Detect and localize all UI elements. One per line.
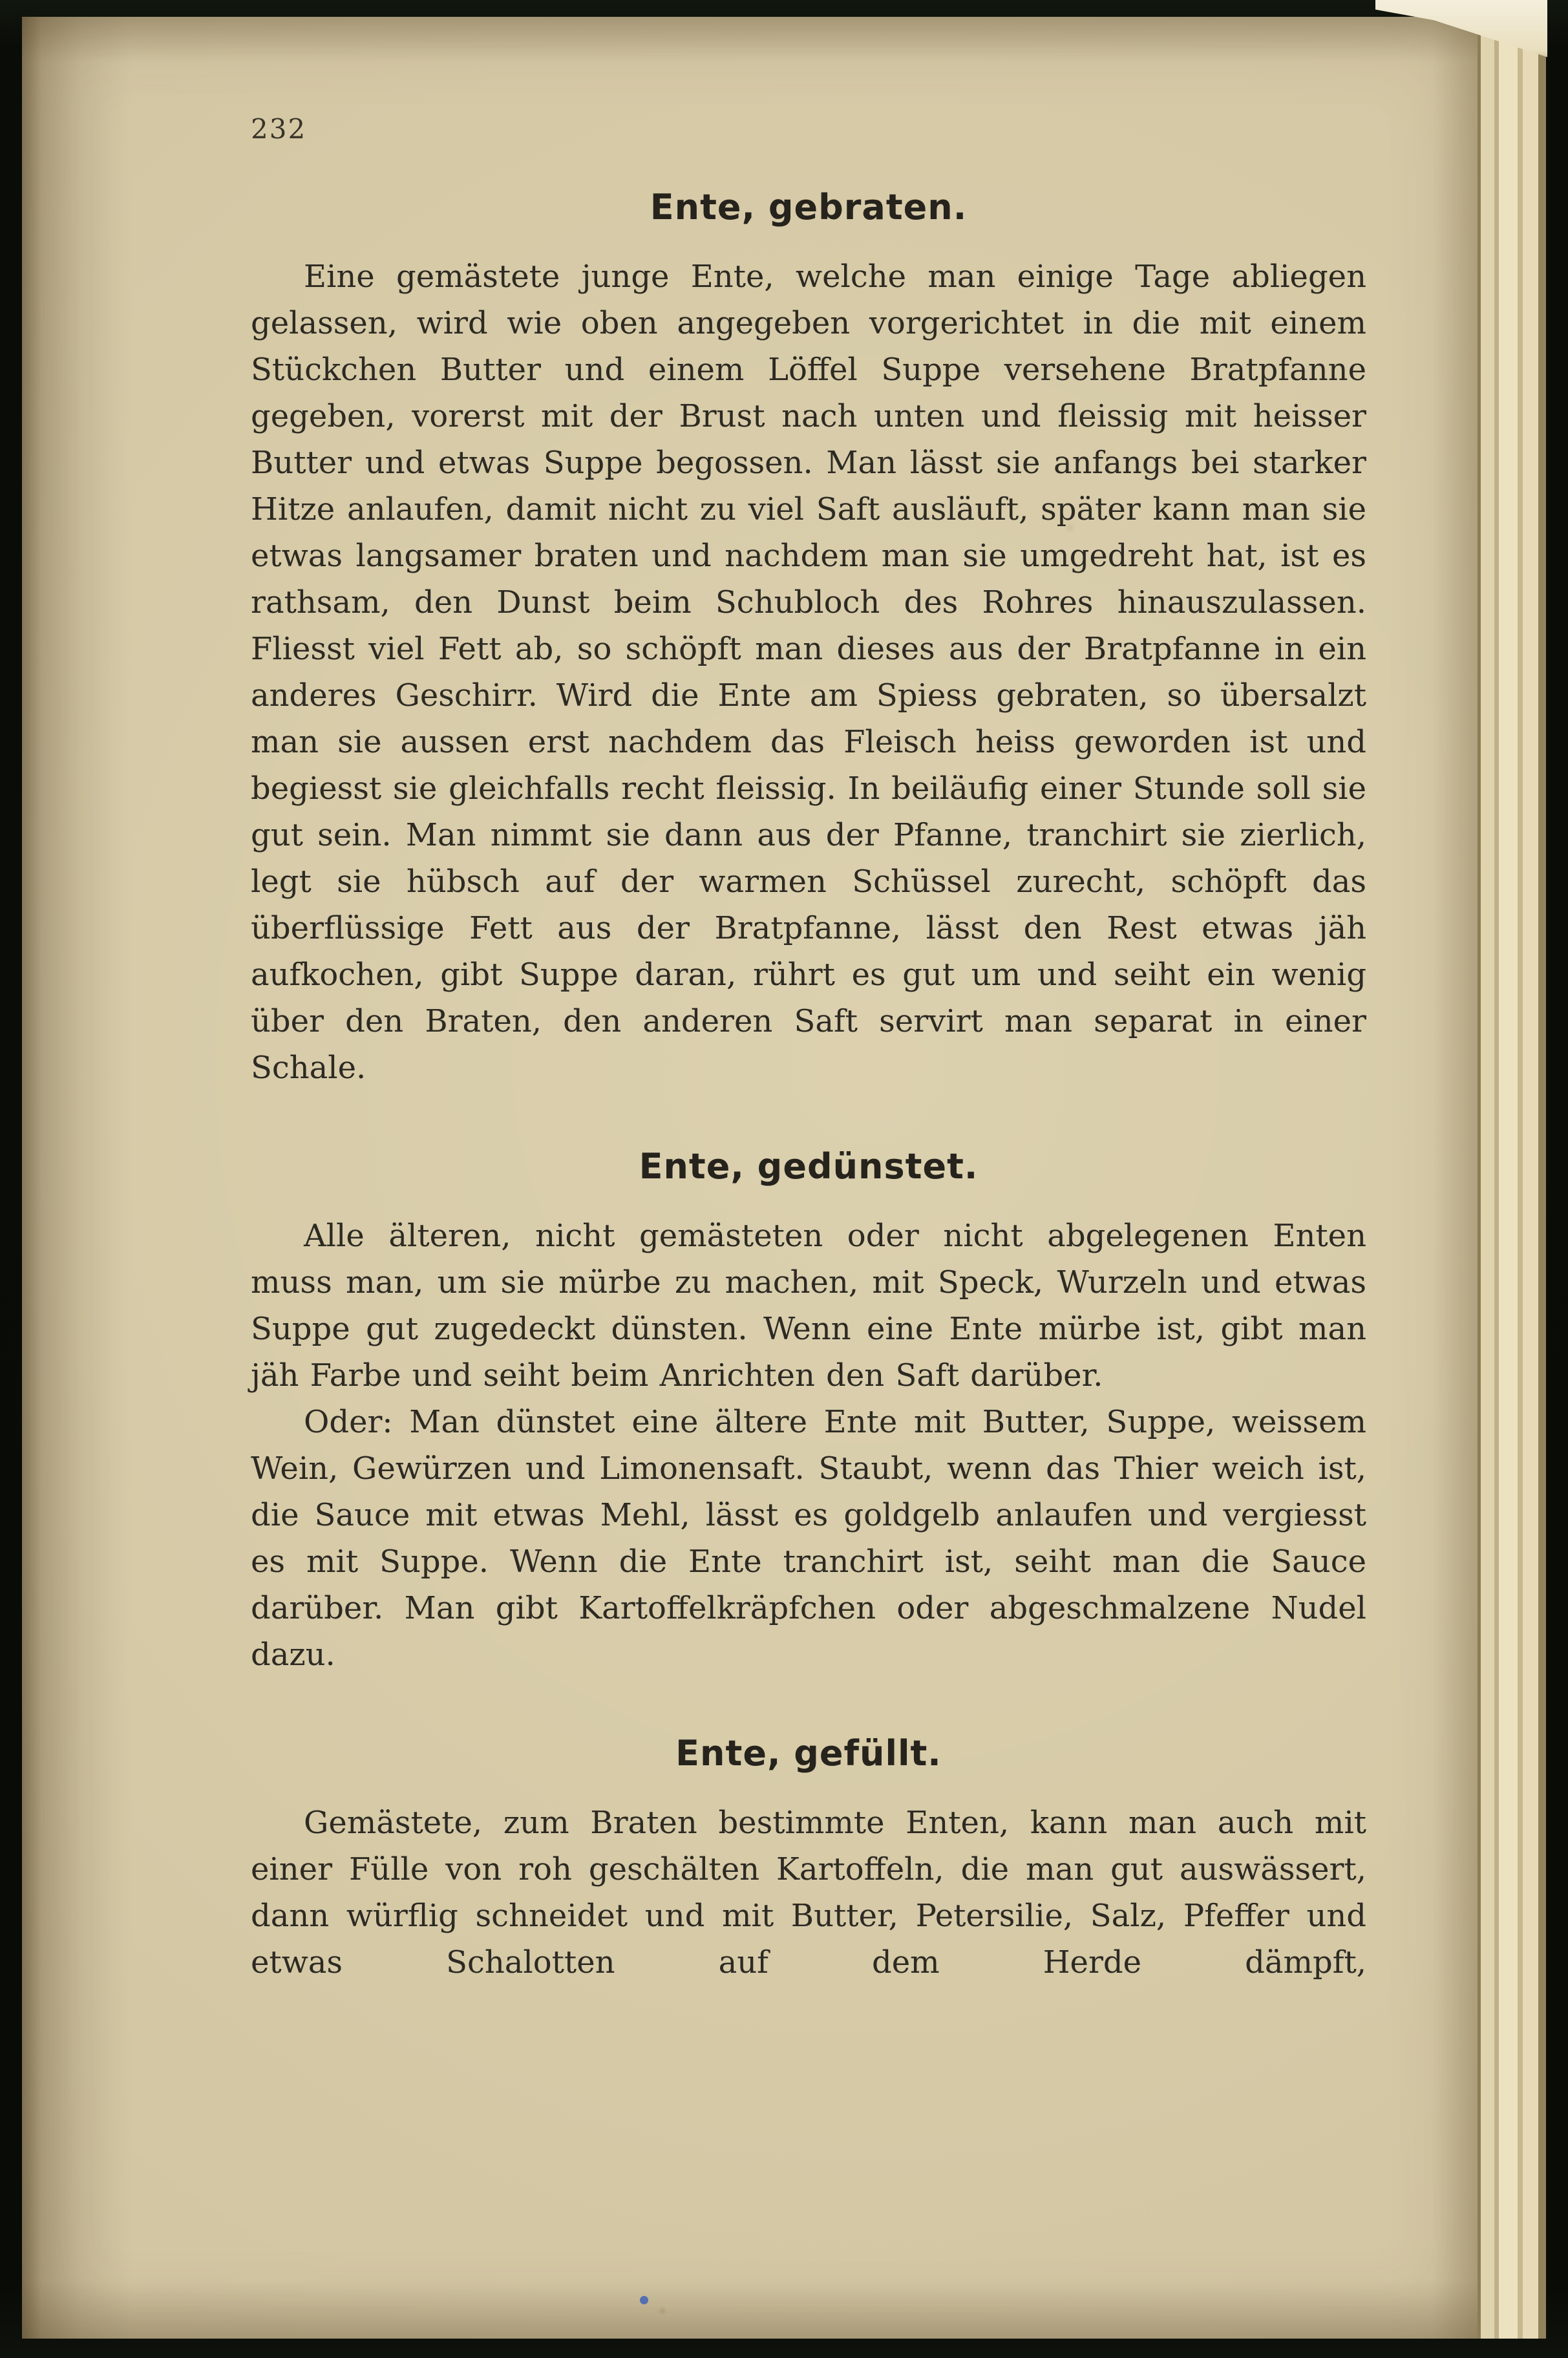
recipe-section-ente-gebraten — [251, 187, 1366, 1091]
recipe-heading: Ente, gebraten. — [650, 187, 968, 228]
page-number: 232 — [251, 113, 307, 145]
recipe-heading: Ente, gedünstet. — [639, 1146, 979, 1187]
stacked-page-edges — [1478, 17, 1546, 2339]
recipe-section-ente-gefuellt — [251, 1734, 1366, 1986]
ink-spot — [640, 2296, 648, 2304]
recipe-paragraph: Gemästete, zum Braten bestimmte Enten, kann man auch mit einer Fülle von roh geschälten Kartoffeln, die man gut auswässert, dann würflig schneidet und mit Butter, Petersilie, Salz, Pfeffer und etwas Schalotten auf dem Herde dämpft, — [251, 1805, 1366, 1981]
recipe-section-ente-geduenstet — [251, 1147, 1366, 1678]
recipe-paragraph: Oder: Man dünstet eine ältere Ente mit Butter, Suppe, weissem Wein, Gewürzen und Limonensaft. Staubt, wenn das Thier weich ist, die Sauce mit etwas Mehl, lässt es goldgelb anlaufen und vergiesst es mit Suppe. Wenn die Ente tranchirt ist, seiht man die Sauce darüber. Man gibt Kartoffelkräpfchen oder abgeschmalzene Nudel dazu. — [251, 1404, 1366, 1673]
recipe-heading: Ente, gefüllt. — [675, 1733, 942, 1774]
recipe-paragraph: Eine gemästete junge Ente, welche man einige Tage abliegen gelassen, wird wie oben angegeben vorgerichtet in die mit einem Stückchen Butter und einem Löffel Suppe versehene Bratpfanne gegeben, vorerst mit der Brust nach unten und fleissig mit heisser Butter und etwas Suppe begossen. Man lässt sie anfangs bei starker Hitze anlaufen, damit nicht zu viel Saft ausläuft, später kann man sie etwas langsamer braten und nachdem man sie umgedreht hat, ist es rathsam, den Dunst beim Schubloch des Rohres hinauszulassen. Fliesst viel Fett ab, so schöpft man dieses aus der Bratpfanne in ein anderes Geschirr. Wird die Ente am Spiess gebraten, so übersalzt man sie aussen erst nachdem das Fleisch heiss geworden ist und begiesst sie gleichfalls recht fleissig. In beiläufig einer Stunde soll sie gut sein. Man nimmt sie dann aus der Pfanne, tranchirt sie zierlich, legt sie hübsch auf der warmen Schüssel zurecht, schöpft das überflüssige Fett aus der Bratpfanne, lässt den Rest etwas jäh aufkochen, gibt Suppe daran, rührt es gut um und seiht ein wenig über den Braten, den anderen Saft servirt man separat in einer Schale. — [251, 259, 1366, 1086]
page-content — [251, 114, 1366, 1986]
recipe-paragraph: Alle älteren, nicht gemästeten oder nicht abgelegenen Enten muss man, um sie mürbe zu machen, mit Speck, Wurzeln und etwas Suppe gut zugedeckt dünsten. Wenn eine Ente mürbe ist, gibt man jäh Farbe und seiht beim Anrichten den Saft darüber. — [251, 1218, 1366, 1394]
book-page — [22, 17, 1478, 2339]
